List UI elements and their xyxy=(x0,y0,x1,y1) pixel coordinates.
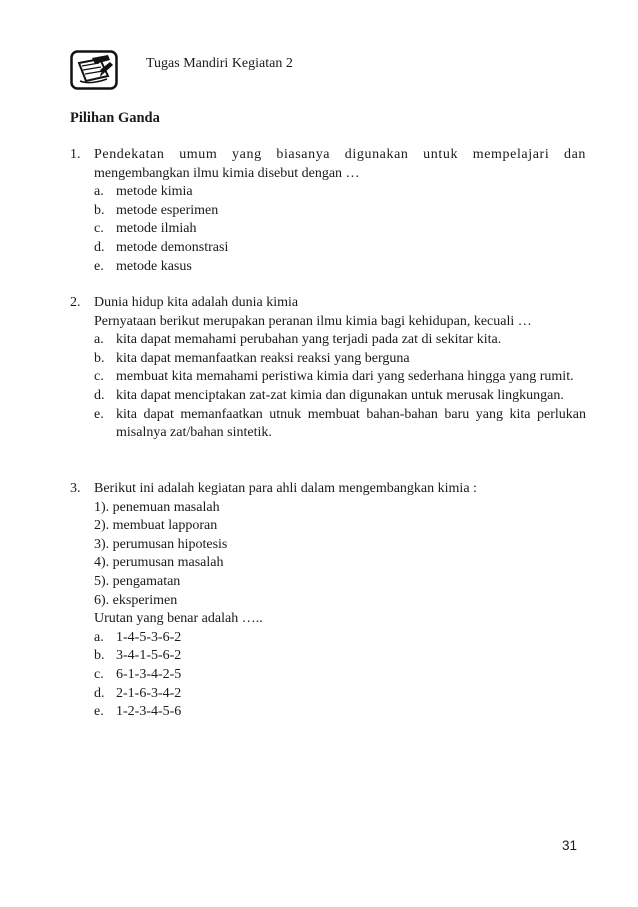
option-text: 1-4-5-3-6-2 xyxy=(116,629,182,645)
answer-option[interactable] xyxy=(70,239,586,258)
option-letter: a. xyxy=(94,184,104,200)
question-1 xyxy=(70,146,586,276)
option-text: metode kasus xyxy=(116,258,192,274)
step-item: 3). perumusan hipotesis xyxy=(94,536,228,552)
answer-option[interactable] xyxy=(70,629,586,648)
option-letter: b. xyxy=(94,202,105,218)
option-letter: e. xyxy=(94,704,104,720)
option-text: metode demonstrasi xyxy=(116,239,229,255)
option-letter: d. xyxy=(94,387,105,403)
option-letter: b. xyxy=(94,648,105,664)
option-text: metode esperimen xyxy=(116,202,219,218)
answer-option[interactable] xyxy=(70,703,586,722)
option-text: membuat kita memahami peristiwa kimia dari yang sederhana hingga yang rumit. xyxy=(116,369,574,385)
answer-option[interactable] xyxy=(70,183,586,202)
option-text: metode ilmiah xyxy=(116,221,197,237)
answer-option[interactable] xyxy=(70,350,586,369)
option-letter: d. xyxy=(94,685,105,701)
question-text: Berikut ini adalah kegiatan para ahli dalam mengembangkan kimia : xyxy=(94,481,477,496)
answer-option[interactable] xyxy=(70,331,586,350)
activity-title: Tugas Mandiri Kegiatan 2 xyxy=(146,56,293,71)
answer-option[interactable] xyxy=(70,666,586,685)
option-text: kita dapat memanfaatkan reaksi reaksi yang berguna xyxy=(116,350,410,366)
option-letter: d. xyxy=(94,239,105,255)
question-number: 1. xyxy=(70,147,81,162)
answer-option[interactable] xyxy=(70,368,586,387)
option-text: kita dapat menciptakan zat-zat kimia dan digunakan untuk merusak lingkungan. xyxy=(116,387,564,403)
option-text: 1-2-3-4-5-6 xyxy=(116,704,182,720)
question-prompt: Urutan yang benar adalah ….. xyxy=(94,611,263,627)
question-3 xyxy=(70,480,586,722)
question-text: mengembangkan ilmu kimia disebut dengan … xyxy=(94,165,360,181)
pencil-paper-icon xyxy=(70,50,118,90)
answer-option[interactable] xyxy=(70,647,586,666)
option-text: kita dapat memahami perubahan yang terjadi pada zat di sekitar kita. xyxy=(116,332,502,348)
question-2 xyxy=(70,294,586,443)
option-letter: b. xyxy=(94,350,105,366)
option-letter: a. xyxy=(94,629,104,645)
step-item: 2). membuat lapporan xyxy=(94,518,218,534)
question-text: Dunia hidup kita adalah dunia kimia xyxy=(94,295,299,310)
answer-option[interactable] xyxy=(70,685,586,704)
option-letter: e. xyxy=(94,258,104,274)
answer-option[interactable] xyxy=(70,406,586,443)
question-text: Pernyataan berikut merupakan peranan ilmu kimia bagi kehidupan, kecuali … xyxy=(94,313,532,329)
step-item: 6). eksperimen xyxy=(94,592,178,608)
option-letter: a. xyxy=(94,332,104,348)
answer-option[interactable] xyxy=(70,220,586,239)
option-text: kita dapat memanfaatkan utnuk membuat bahan-bahan baru yang kita perlukan misalnya zat/bahan sintetik. xyxy=(116,406,586,441)
step-item: 1). penemuan masalah xyxy=(94,499,220,515)
option-letter: c. xyxy=(94,666,104,682)
step-item: 4). perumusan masalah xyxy=(94,555,224,571)
page-number: 31 xyxy=(562,838,578,853)
answer-option[interactable] xyxy=(70,202,586,221)
option-text: 6-1-3-4-2-5 xyxy=(116,666,182,682)
option-text: 3-4-1-5-6-2 xyxy=(116,648,182,664)
section-title: Pilihan Ganda xyxy=(70,110,160,126)
option-text: 2-1-6-3-4-2 xyxy=(116,685,182,701)
question-number: 3. xyxy=(70,481,81,496)
question-text: Pendekatan umum yang biasanya digunakan untuk mempelajari dan xyxy=(94,147,586,162)
question-number: 2. xyxy=(70,295,81,310)
option-letter: c. xyxy=(94,221,104,237)
answer-option[interactable] xyxy=(70,258,586,277)
step-item: 5). pengamatan xyxy=(94,573,181,589)
answer-option[interactable] xyxy=(70,387,586,406)
option-letter: c. xyxy=(94,369,104,385)
option-letter: e. xyxy=(94,406,104,422)
option-text: metode kimia xyxy=(116,184,193,200)
